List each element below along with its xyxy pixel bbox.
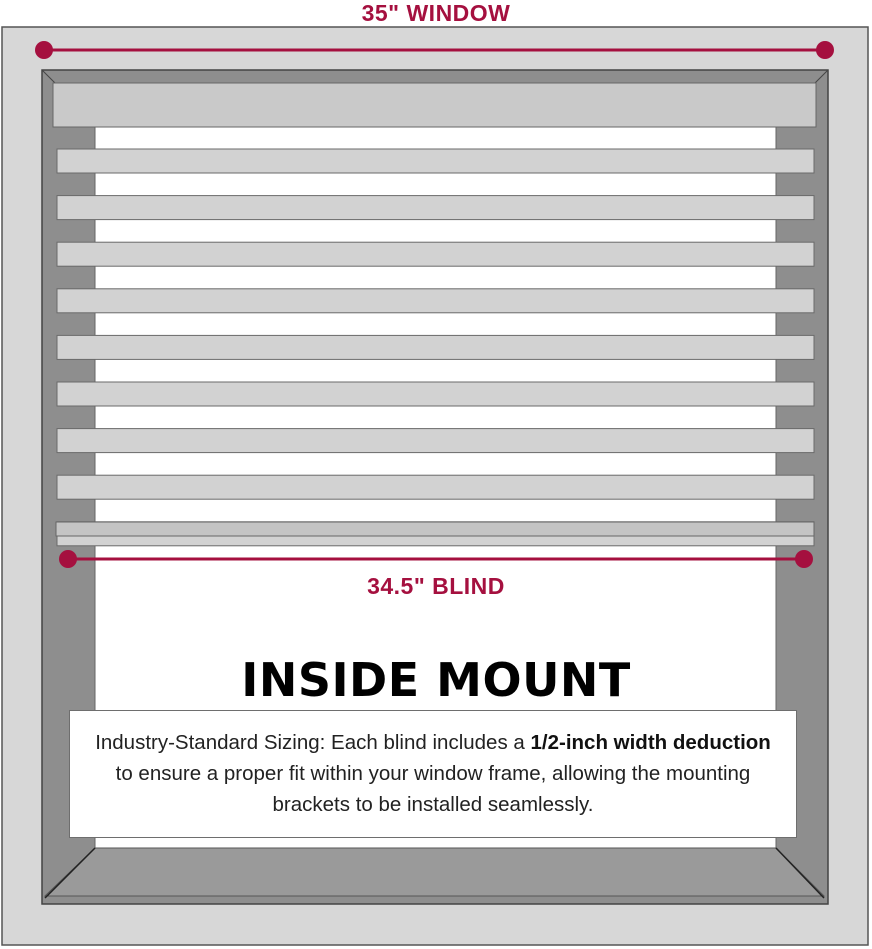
blind-slats [57,149,814,546]
description-highlight: 1/2-inch width deduction [530,731,771,754]
window-sill [45,848,824,896]
window-width-endpoint-right [816,41,834,59]
blind-width-label: 34.5" BLIND [367,573,505,599]
blind-slat [57,289,814,313]
blind-width-endpoint-left [59,550,77,568]
blind-slat [57,382,814,406]
blind-width-endpoint-right [795,550,813,568]
description-outro: to ensure a proper fit within your window frame, allowing the mounting brackets to be installed seamlessly. [115,762,751,816]
window-width-endpoint-left [35,41,53,59]
blind-headrail [53,83,816,127]
blind-bottom-rail [56,522,814,536]
description-intro: Industry-Standard Sizing: Each blind includes a [95,731,531,754]
blind-slat [57,196,814,220]
window-width-label: 35" WINDOW [361,0,511,26]
blind-slat [57,429,814,453]
sizing-description-box [69,710,797,838]
blind-slat [57,475,814,499]
blind-slat [57,335,814,359]
blind-slat [57,242,814,266]
blind-slat [57,149,814,173]
mount-type-title: INSIDE MOUNT [241,653,631,707]
